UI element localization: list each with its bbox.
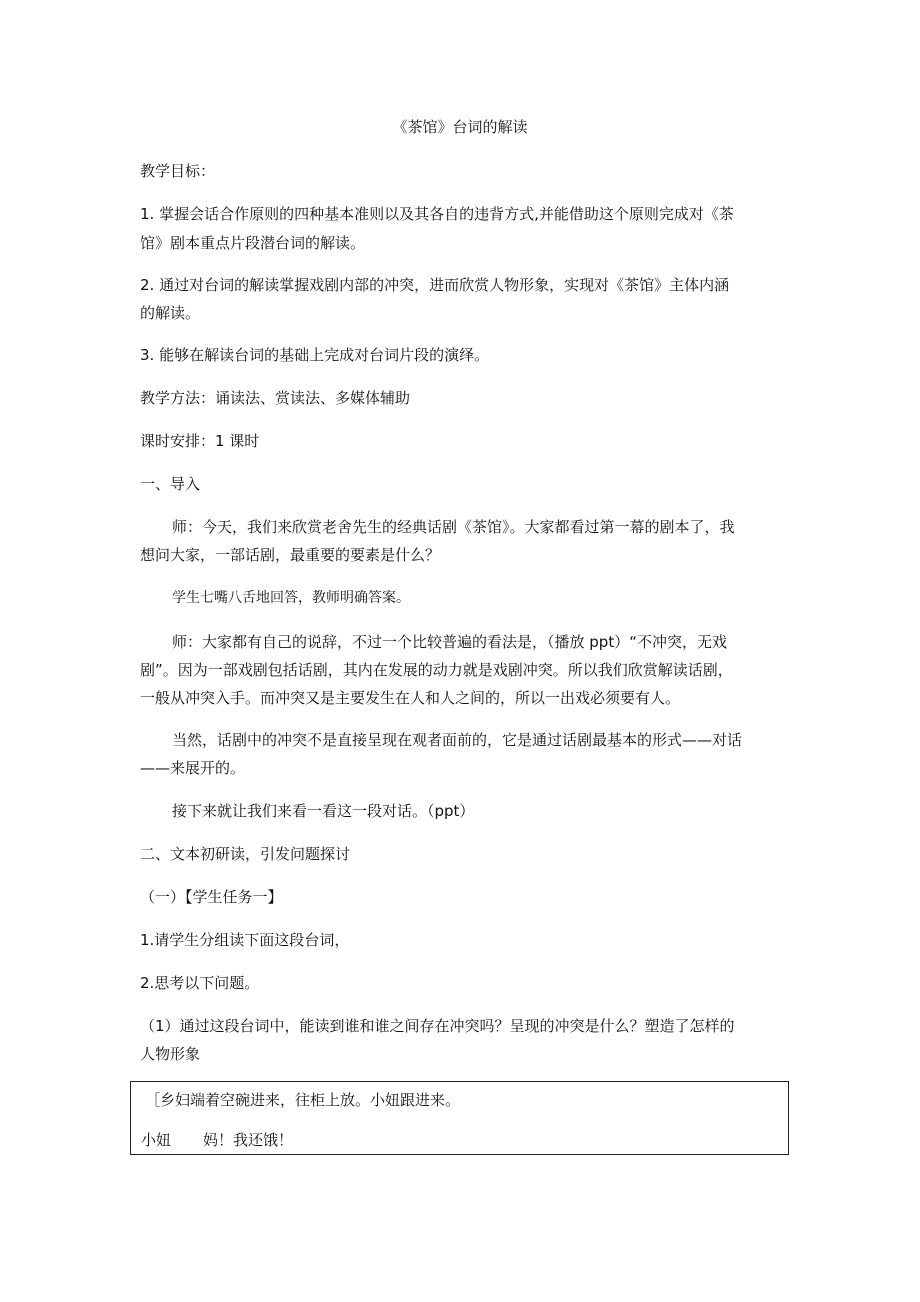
section-2-heading: 二、文本初研读，引发问题探讨 bbox=[140, 845, 351, 863]
step-1: 1.请学生分组读下面这段台词， bbox=[140, 931, 350, 949]
question-1-line-2: 人物形象 bbox=[140, 1045, 201, 1063]
speaker-name: 小妞 bbox=[141, 1131, 172, 1149]
objective-2-line-2: 的解读。 bbox=[140, 304, 201, 322]
paragraph-3-line-2: ——来展开的。 bbox=[140, 759, 246, 777]
objective-1-line-1: 1. 掌握会话合作原则的四种基本准则以及其各自的违背方式,并能借助这个原则完成对《茶 bbox=[140, 205, 734, 223]
class-schedule: 课时安排：1 课时 bbox=[140, 432, 260, 450]
document-title: 《茶馆》台词的解读 bbox=[392, 118, 528, 136]
step-2: 2.思考以下问题。 bbox=[140, 974, 260, 992]
dialogue-excerpt-box bbox=[130, 1081, 789, 1155]
teacher-line-1a: 师：今天，我们来欣赏老舍先生的经典话剧《茶馆》。大家都看过第一幕的剧本了，我 bbox=[172, 518, 735, 536]
question-1-line-1: （1）通过这段台词中，能读到谁和谁之间存在冲突吗？呈现的冲突是什么？塑造了怎样的 bbox=[140, 1017, 735, 1035]
dialogue-line bbox=[141, 1129, 293, 1151]
objective-2-line-1: 2. 通过对台词的解读掌握戏剧内部的冲突，进而欣赏人物形象，实现对《茶馆》主体内涵 bbox=[140, 276, 730, 294]
stage-direction: ［乡妇端着空碗进来，往柜上放。小妞跟进来。 bbox=[145, 1091, 461, 1109]
teaching-methods: 教学方法：诵读法、赏读法、多媒体辅助 bbox=[140, 389, 411, 407]
objective-3: 3. 能够在解读台词的基础上完成对台词片段的演绎。 bbox=[140, 346, 490, 364]
section-1-heading: 一、导入 bbox=[140, 475, 201, 493]
paragraph-3-line-1: 当然，话剧中的冲突不是直接呈现在观者面前的，它是通过话剧最基本的形式——对话 bbox=[172, 731, 743, 749]
teacher-line-1b: 想问大家，一部话剧，最重要的要素是什么？ bbox=[140, 546, 441, 564]
speech-text: 妈！我还饿！ bbox=[203, 1131, 294, 1149]
student-response: 学生七嘴八舌地回答，教师明确答案。 bbox=[172, 590, 410, 606]
teacher-line-2b: 剧”。因为一部戏剧包括话剧，其内在发展的动力就是戏剧冲突。所以我们欣赏解读话剧， bbox=[140, 661, 733, 679]
paragraph-4: 接下来就让我们来看一看这一段对话。（ppt） bbox=[172, 802, 475, 820]
task-1-heading: （一）【学生任务一】 bbox=[140, 888, 283, 906]
teacher-line-2a: 师：大家都有自己的说辞，不过一个比较普遍的看法是，（播放 ppt）“不冲突，无戏 bbox=[172, 633, 727, 651]
teacher-line-2c: 一般从冲突入手。而冲突又是主要发生在人和人之间的，所以一出戏必须要有人。 bbox=[140, 689, 681, 707]
objectives-heading: 教学目标： bbox=[140, 162, 216, 180]
objective-1-line-2: 馆》剧本重点片段潜台词的解读。 bbox=[140, 234, 366, 252]
